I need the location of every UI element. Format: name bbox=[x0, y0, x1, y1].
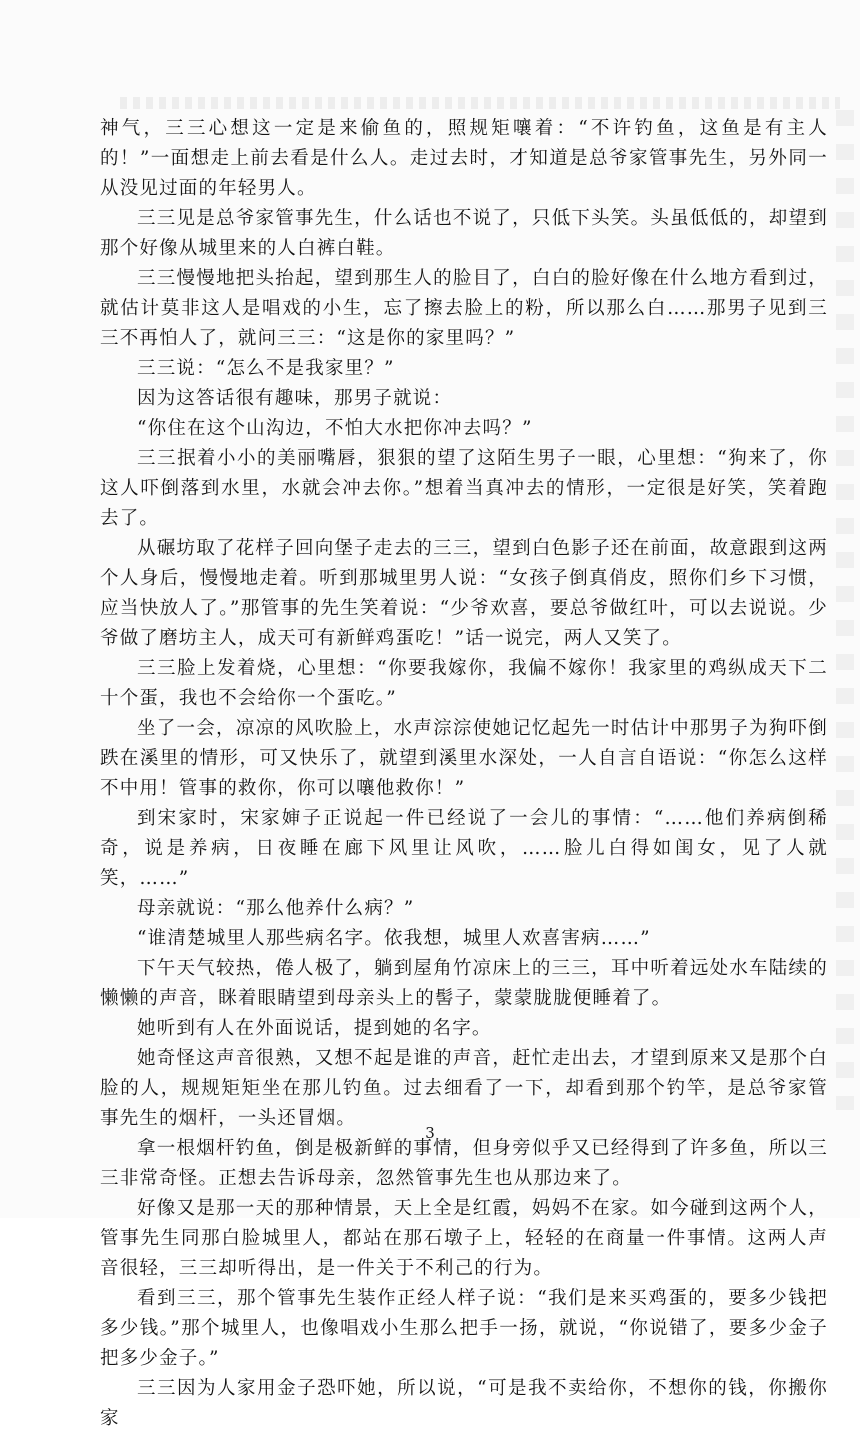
body-text bbox=[100, 114, 828, 1434]
paragraph: 她奇怪这声音很熟，又想不起是谁的声音，赶忙走出去，才望到原来又是那个白脸的人，规规矩矩坐在那儿钓鱼。过去细看了一下，却看到那个钓竿，是总爷家管事先生的烟杆，一头还冒烟。 bbox=[100, 1048, 828, 1129]
paragraph: 坐了一会，凉凉的风吹脸上，水声淙淙使她记忆起先一时估计中那男子为狗吓倒跌在溪里的情形，可又快乐了，就望到溪里水深处，一人自言自语说：“你怎么这样不中用！管事的救你，你可以嚷他救你！” bbox=[100, 718, 828, 799]
paragraph: “谁清楚城里人那些病名字。依我想，城里人欢喜害病……” bbox=[137, 928, 651, 949]
paragraph: 三三抿着小小的美丽嘴唇，狠狠的望了这陌生男子一眼，心里想：“狗来了，你这人吓倒落到水里，水就会冲去你。”想着当真冲去的情形，一定很是好笑，笑着跑去了。 bbox=[100, 448, 828, 529]
paragraph: 因为这答话很有趣味，那男子就说： bbox=[137, 388, 453, 409]
bleed-through-marks-top bbox=[120, 97, 840, 109]
page-number: 3 bbox=[425, 1124, 435, 1142]
paragraph: 三三脸上发着烧，心里想：“你要我嫁你，我偏不嫁你！我家里的鸡纵成天下二十个蛋，我也不会给你一个蛋吃。” bbox=[100, 658, 828, 709]
paragraph: “你住在这个山沟边，不怕大水把你冲去吗？” bbox=[137, 418, 533, 439]
paragraph: 从碾坊取了花样子回向堡子走去的三三，望到白色影子还在前面，故意跟到这两个人身后，慢慢地走着。听到那城里男人说：“女孩子倒真俏皮，照你们乡下习惯，应当快放人了。”那管事的先生笑着说：“少爷欢喜，要总爷做红叶，可以去说说。少爷做了磨坊主人，成天可有新鲜鸡蛋吃！”话一说完，两人又笑了。 bbox=[100, 538, 828, 649]
paragraph: 看到三三，那个管事先生装作正经人样子说：“我们是来买鸡蛋的，要多少钱把多少钱。”那个城里人，也像唱戏小生那么把手一扬，就说，“你说错了，要多少金子把多少金子。” bbox=[100, 1288, 828, 1369]
paragraph: 三三因为人家用金子恐吓她，所以说，“可是我不卖给你，不想你的钱，你搬你家 bbox=[100, 1378, 828, 1429]
paragraph: 她听到有人在外面说话，提到她的名字。 bbox=[137, 1018, 492, 1039]
paragraph: 三三见是总爷家管事先生，什么话也不说了，只低下头笑。头虽低低的，却望到那个好像从城里来的人白裤白鞋。 bbox=[100, 208, 828, 259]
paragraph: 到宋家时，宋家婶子正说起一件已经说了一会儿的事情：“……他们养病倒稀奇，说是养病，日夜睡在廊下风里让风吹，……脸儿白得如闺女，见了人就笑，……” bbox=[100, 808, 828, 889]
paragraph: 下午天气较热，倦人极了，躺到屋角竹凉床上的三三，耳中听着远处水车陆续的懒懒的声音，眯着眼睛望到母亲头上的髻子，蒙蒙胧胧便睡着了。 bbox=[100, 958, 828, 1009]
paragraph: 三三慢慢地把头抬起，望到那生人的脸目了，白白的脸好像在什么地方看到过，就估计莫非这人是唱戏的小生，忘了擦去脸上的粉，所以那么白……那男子见到三三不再怕人了，就问三三：“这是你的家里吗？” bbox=[100, 268, 828, 349]
paragraph: 好像又是那一天的那种情景，天上全是红霞，妈妈不在家。如今碰到这两个人，管事先生同那白脸城里人，都站在那石墩子上，轻轻的在商量一件事情。这两人声音很轻，三三却听得出，是一件关于不利己的行为。 bbox=[100, 1198, 828, 1279]
paragraph: 三三说：“怎么不是我家里？” bbox=[137, 358, 395, 379]
bleed-through-marks-right bbox=[836, 110, 854, 1110]
paragraph: 拿一根烟杆钓鱼，倒是极新鲜的事情，但身旁似乎又已经得到了许多鱼，所以三三非常奇怪。正想去告诉母亲，忽然管事先生也从那边来了。 bbox=[100, 1138, 828, 1189]
paragraph: 母亲就说：“那么他养什么病？” bbox=[137, 898, 415, 919]
paragraph: 神气，三三心想这一定是来偷鱼的，照规矩嚷着：“不许钓鱼，这鱼是有主人的！”一面想走上前去看是什么人。走过去时，才知道是总爷家管事先生，另外同一从没见过面的年轻男人。 bbox=[100, 118, 828, 199]
